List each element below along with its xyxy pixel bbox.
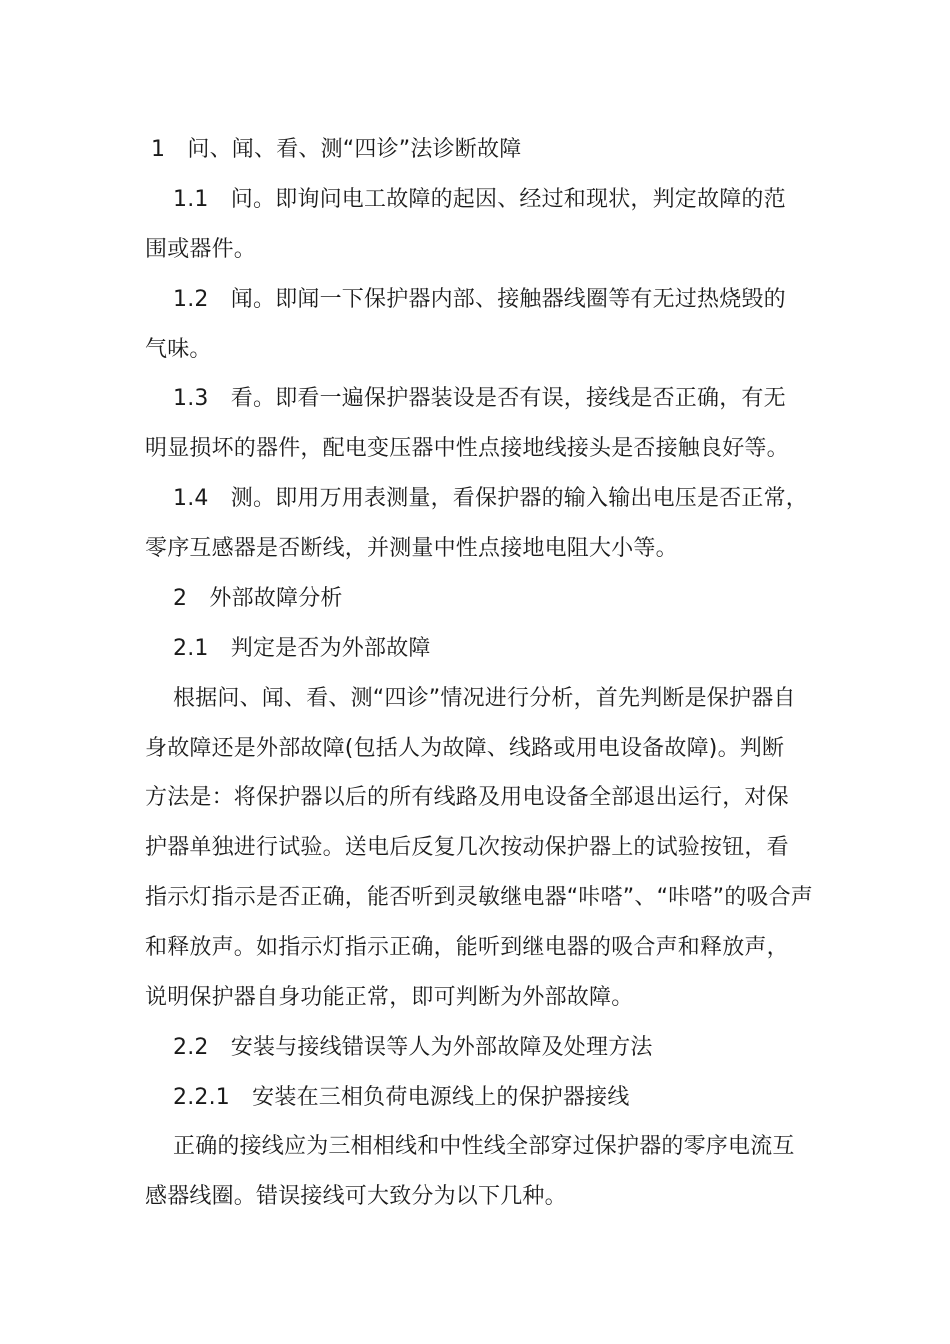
paragraph-line: 和释放声。如指示灯指示正确，能听到继电器的吸合声和释放声， — [145, 935, 789, 960]
heading-2-2-1: 2.2.1 安装在三相负荷电源线上的保护器接线 — [173, 1085, 630, 1110]
heading-1: 1 问、闻、看、测“四诊”法诊断故障 — [151, 137, 522, 162]
heading-2: 2 外部故障分析 — [173, 586, 343, 611]
paragraph-line: 1.4 测。即用万用表测量，看保护器的输入输出电压是否正常， — [173, 486, 808, 511]
paragraph-line: 身故障还是外部故障(包括人为故障、线路或用电设备故障)。判断 — [145, 736, 785, 761]
paragraph-line: 护器单独进行试验。送电后反复几次按动保护器上的试验按钮，看 — [145, 835, 789, 860]
paragraph-line: 气味。 — [145, 337, 212, 362]
paragraph-line: 方法是：将保护器以后的所有线路及用电设备全部退出运行，对保 — [145, 785, 789, 810]
paragraph-line: 感器线圈。错误接线可大致分为以下几种。 — [145, 1184, 567, 1209]
paragraph-line: 1.1 问。即询问电工故障的起因、经过和现状，判定故障的范 — [173, 187, 786, 212]
paragraph-line: 根据问、闻、看、测“四诊”情况进行分析，首先判断是保护器自 — [173, 686, 796, 711]
paragraph-line: 明显损坏的器件，配电变压器中性点接地线接头是否接触良好等。 — [145, 436, 789, 461]
paragraph-line: 正确的接线应为三相相线和中性线全部穿过保护器的零序电流互 — [173, 1134, 795, 1159]
heading-2-1: 2.1 判定是否为外部故障 — [173, 636, 431, 661]
heading-2-2: 2.2 安装与接线错误等人为外部故障及处理方法 — [173, 1035, 653, 1060]
paragraph-line: 围或器件。 — [145, 237, 257, 262]
paragraph-line: 零序互感器是否断线，并测量中性点接地电阻大小等。 — [145, 536, 678, 561]
paragraph-line: 1.3 看。即看一遍保护器装设是否有误，接线是否正确，有无 — [173, 386, 786, 411]
paragraph-line: 指示灯指示是否正确，能否听到灵敏继电器“咔嗒”、“咔嗒”的吸合声 — [145, 885, 813, 910]
paragraph-line: 1.2 闻。即闻一下保护器内部、接触器线圈等有无过热烧毁的 — [173, 287, 786, 312]
paragraph-line: 说明保护器自身功能正常，即可判断为外部故障。 — [145, 985, 634, 1010]
